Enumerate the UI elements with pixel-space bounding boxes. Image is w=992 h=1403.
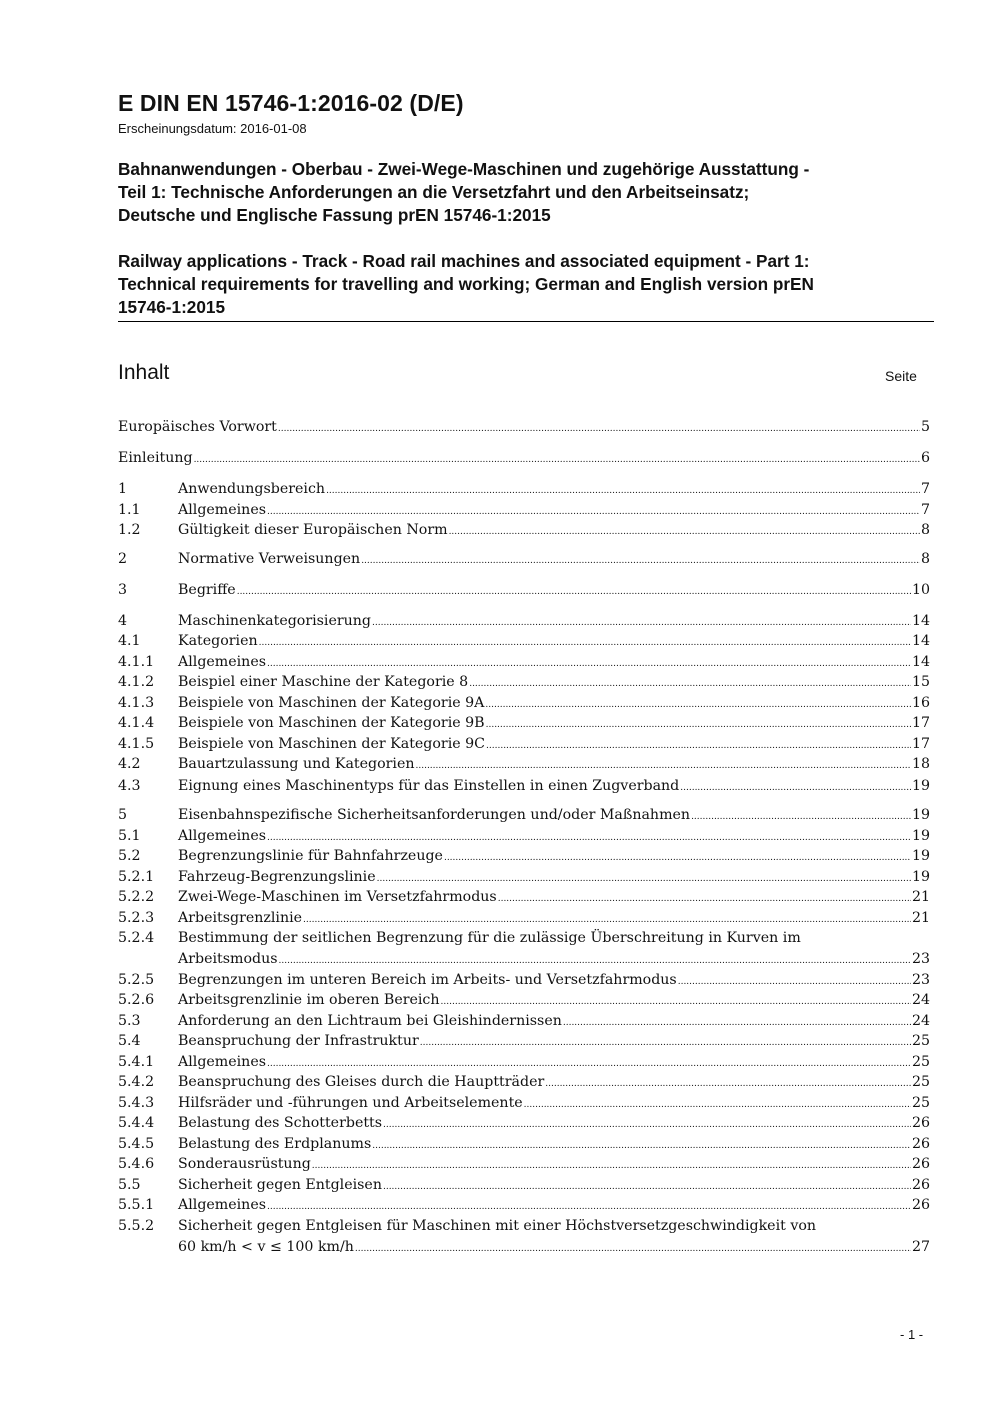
toc-entry-title: Begrenzungslinie für Bahnfahrzeuge [178,848,443,864]
toc-dot-leader [326,479,920,499]
toc-entry-number: 3 [118,582,128,598]
toc-entry-title: Begriffe [178,582,236,598]
title-german-line: Deutsche und Englische Fassung prEN 15746-1:2015 [118,205,551,225]
toc-entry-number: 2 [118,551,128,567]
toc-entry-page: 21 [911,910,930,926]
toc-dot-leader [361,549,920,569]
toc-entry-page: 25 [911,1095,930,1111]
toc-dot-leader [267,500,920,520]
toc-entry[interactable] [118,846,930,866]
toc-entry-page: 25 [911,1074,930,1090]
toc-entry-number: 5.1 [118,828,141,844]
toc-entry-page: 14 [911,613,930,629]
toc-dot-leader [383,1175,911,1195]
title-english [118,250,938,319]
toc-entry-title: Beispiele von Maschinen der Kategorie 9C [178,736,486,752]
toc-page-column-label: Seite [885,368,917,384]
toc-entry-title: Beanspruchung des Gleises durch die Hauptträder [178,1074,545,1090]
toc-entry-title: Kategorien [178,633,258,649]
toc-entry[interactable] [118,479,930,499]
toc-entry[interactable] [118,908,930,928]
toc-entry-number: 5.3 [118,1013,141,1029]
toc-entry-number: 5.5.1 [118,1197,155,1213]
toc-entry[interactable] [118,990,930,1010]
title-german-line: Teil 1: Technische Anforderungen an die Versetzfahrt und den Arbeitseinsatz; [118,182,750,202]
toc-entry-number: 5.2.6 [118,992,155,1008]
toc-entry-number: 1.2 [118,522,141,538]
toc-entry-page: 24 [911,1013,930,1029]
toc-dot-leader [486,713,911,733]
toc-entry[interactable] [118,867,930,887]
toc-entry[interactable] [118,1113,930,1133]
toc-entry[interactable] [118,693,930,713]
toc-entry-number: 5.4.5 [118,1136,155,1152]
toc-entry[interactable] [118,1216,930,1257]
toc-entry[interactable] [118,754,930,774]
toc-entry-title: Eignung eines Maschinentyps für das Einstellen in einen Zugverband [178,778,680,794]
toc-entry-title: Arbeitsgrenzlinie [178,910,303,926]
toc-entry[interactable] [118,580,930,600]
toc-dot-leader [691,805,911,825]
toc-dot-leader [194,448,920,468]
toc-entry-title: Bauartzulassung und Kategorien [178,756,415,772]
toc-dot-leader [267,652,911,672]
toc-entry-number: 4.1 [118,633,141,649]
toc-entry-number: 5.2.1 [118,869,155,885]
toc-entry-page: 19 [911,869,930,885]
toc-dot-leader [303,908,911,928]
toc-entry-title: Europäisches Vorwort [118,419,277,435]
toc-dot-leader [278,417,920,437]
toc-entry-page: 23 [911,951,930,967]
toc-entry[interactable] [118,1052,930,1072]
toc-entry-page: 25 [911,1054,930,1070]
toc-entry-number: 5.4.3 [118,1095,155,1111]
toc-entry-page: 24 [911,992,930,1008]
toc-entry-title: Arbeitsgrenzlinie im oberen Bereich [178,992,440,1008]
toc-entry[interactable] [118,1011,930,1031]
toc-entry[interactable] [118,776,930,796]
toc-entry-number: 5.2.3 [118,910,155,926]
document-number: E DIN EN 15746-1:2016-02 (D/E) [118,90,464,116]
toc-entry[interactable] [118,805,930,825]
toc-dot-leader [237,580,911,600]
toc-entry[interactable] [118,1134,930,1154]
toc-entry-page: 8 [920,522,930,538]
title-german-line: Bahnanwendungen - Oberbau - Zwei-Wege-Maschinen und zugehörige Ausstattung - [118,159,810,179]
toc-entry-page: 19 [911,848,930,864]
toc-entry-number: 5.2.2 [118,889,155,905]
toc-entry-title: Sonderausrüstung [178,1156,311,1172]
toc-entry-title: Eisenbahnspezifische Sicherheitsanforderungen und/oder Maßnahmen [178,807,691,823]
toc-entry-title: Zwei-Wege-Maschinen im Versetzfahrmodus [178,889,497,905]
toc-entry-title: Beanspruchung der Infrastruktur [178,1033,419,1049]
toc-entry[interactable] [118,672,930,692]
toc-entry-title: Anforderung an den Lichtraum bei Gleishindernissen [178,1013,562,1029]
toc-dot-leader [377,867,911,887]
toc-entry-page: 5 [920,419,930,435]
toc-dot-leader [498,887,911,907]
toc-dot-leader [545,1072,911,1092]
toc-entry-title: Fahrzeug-Begrenzungslinie [178,869,376,885]
toc-entry-page: 17 [911,715,930,731]
toc-dot-leader [372,1134,911,1154]
toc-dot-leader [372,611,911,631]
title-divider [118,321,934,322]
toc-dot-leader [486,734,911,754]
toc-dot-leader [469,672,911,692]
toc-entry-number: 4.2 [118,756,141,772]
toc-entry-title: Beispiele von Maschinen der Kategorie 9A [178,695,485,711]
toc-entry-number: 5.4.4 [118,1115,155,1131]
toc-entry-page: 6 [920,450,930,466]
toc-entry-title: Normative Verweisungen [178,551,361,567]
toc-entry-title: Anwendungsbereich [178,481,326,497]
toc-entry-page: 21 [911,889,930,905]
toc-entry-page: 26 [911,1156,930,1172]
title-english-line: Technical requirements for travelling and working; German and English version prEN [118,274,814,294]
toc-entry-number: 5.4 [118,1033,141,1049]
toc-dot-leader [420,1031,911,1051]
toc-entry-page: 19 [911,778,930,794]
toc-heading: Inhalt [118,361,170,384]
toc-entry[interactable] [118,652,930,672]
toc-dot-leader [259,631,911,651]
toc-entry-page: 26 [911,1136,930,1152]
toc-entry-page: 10 [911,582,930,598]
toc-entry-page: 18 [911,756,930,772]
toc-entry-page: 19 [911,828,930,844]
toc-dot-leader [267,826,911,846]
toc-entry-number: 5 [118,807,128,823]
toc-entry-page: 16 [911,695,930,711]
toc-entry-title: Sicherheit gegen Entgleisen [178,1177,382,1193]
toc-entry-title: Beispiel einer Maschine der Kategorie 8 [178,674,469,690]
toc-entry-page: 25 [911,1033,930,1049]
toc-entry-page: 19 [911,807,930,823]
toc-dot-leader [524,1093,911,1113]
page-number: - 1 - [900,1327,924,1342]
title-english-line: Railway applications - Track - Road rail machines and associated equipment - Part 1: [118,251,810,271]
toc-dot-leader [678,970,911,990]
toc-entry-number: 4.1.2 [118,674,155,690]
toc-dot-leader [383,1113,911,1133]
toc-dot-leader [441,990,911,1010]
toc-dot-leader [563,1011,911,1031]
toc-entry-page: 27 [911,1239,930,1255]
toc-dot-leader [680,776,911,796]
toc-entry-page: 26 [911,1115,930,1131]
toc-entry[interactable] [118,520,930,540]
toc-entry-number: 4.3 [118,778,141,794]
toc-entry-title: Maschinenkategorisierung [178,613,372,629]
toc-entry-number: 5.4.1 [118,1054,155,1070]
toc-dot-leader [444,846,911,866]
toc-entry[interactable] [118,549,930,569]
toc-entry-page: 17 [911,736,930,752]
toc-entry-number: 5.4.6 [118,1156,155,1172]
toc-entry[interactable] [118,1195,930,1215]
toc-entry[interactable] [118,631,930,651]
toc-entry-page: 7 [920,481,930,497]
toc-dot-leader [355,1237,911,1257]
toc-entry-title: Allgemeines [178,828,266,844]
toc-entry-page: 23 [911,972,930,988]
toc-entry-page: 15 [911,674,930,690]
toc-entry-page: 14 [911,654,930,670]
toc-dot-leader [416,754,911,774]
toc-entry-number: 5.2.4 [118,930,155,946]
toc-entry-title: Belastung des Schotterbetts [178,1115,383,1131]
toc-entry-number: 4.1.3 [118,695,155,711]
toc-entry-number: 5.2 [118,848,141,864]
toc-entry-title: Arbeitsmodus [178,951,278,967]
toc-entry-title: Allgemeines [178,502,266,518]
toc-entry-title: Gültigkeit dieser Europäischen Norm [178,522,448,538]
toc-dot-leader [312,1154,911,1174]
toc-entry[interactable] [118,734,930,754]
title-english-line: 15746-1:2015 [118,297,226,317]
toc-dot-leader [279,949,911,969]
toc-entry[interactable] [118,448,930,468]
toc-entry-title-line: Bestimmung der seitlichen Begrenzung für die zulässige Überschreitung in Kurven im [178,930,801,946]
toc-entry-number: 4.1.1 [118,654,155,670]
toc-entry-title: Allgemeines [178,1054,266,1070]
toc-entry[interactable] [118,500,930,520]
toc-entry-number: 4.1.5 [118,736,155,752]
toc-entry-title: Beispiele von Maschinen der Kategorie 9B [178,715,485,731]
toc-entry[interactable] [118,713,930,733]
toc-entry-number: 1 [118,481,128,497]
toc-entry-title: Begrenzungen im unteren Bereich im Arbeits- und Versetzfahrmodus [178,972,677,988]
title-german [118,158,938,227]
toc-entry-number: 1.1 [118,502,141,518]
toc-entry-page: 7 [920,502,930,518]
toc-entry-number: 5.5 [118,1177,141,1193]
toc-entry-title: Einleitung [118,450,193,466]
toc-entry-number: 5.2.5 [118,972,155,988]
toc-entry-title: Hilfsräder und -führungen und Arbeitselemente [178,1095,523,1111]
toc-dot-leader [267,1195,911,1215]
toc-entry[interactable] [118,1093,930,1113]
toc-entry-title: Allgemeines [178,1197,266,1213]
toc-entry[interactable] [118,417,930,437]
toc-entry-title: Allgemeines [178,654,266,670]
toc-entry[interactable] [118,611,930,631]
toc-entry-number: 5.5.2 [118,1218,155,1234]
toc-entry-number: 4 [118,613,128,629]
toc-entry-title: Belastung des Erdplanums [178,1136,372,1152]
toc-entry[interactable] [118,1031,930,1051]
toc-dot-leader [267,1052,911,1072]
toc-entry-page: 26 [911,1177,930,1193]
toc-entry-page: 8 [920,551,930,567]
toc-entry[interactable] [118,928,930,969]
toc-entry-number: 5.4.2 [118,1074,155,1090]
toc-entry-page: 26 [911,1197,930,1213]
toc-entry[interactable] [118,1154,930,1174]
toc-dot-leader [485,693,911,713]
toc-entry[interactable] [118,887,930,907]
toc-entry[interactable] [118,826,930,846]
toc-entry-number: 4.1.4 [118,715,155,731]
toc-entry-title-line: Sicherheit gegen Entgleisen für Maschinen mit einer Höchstversetzgeschwindigkeit von [178,1218,817,1234]
publication-date: Erscheinungsdatum: 2016-01-08 [118,121,307,136]
toc-dot-leader [449,520,920,540]
toc-entry[interactable] [118,970,930,990]
toc-entry[interactable] [118,1175,930,1195]
toc-entry[interactable] [118,1072,930,1092]
toc-entry-title: 60 km/h < v ≤ 100 km/h [178,1239,354,1255]
toc-entry-page: 14 [911,633,930,649]
